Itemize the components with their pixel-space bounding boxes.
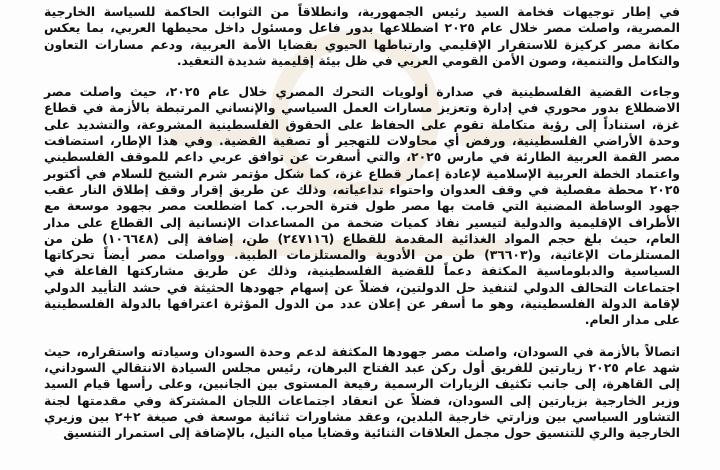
- document-body: [44, 4, 680, 456]
- paragraph-sudan-crisis: اتصالاً بالأزمة في السودان، واصلت مصر جهودها المكثفة لدعم وحدة السودان وسيادته واستقراره، حيث شهد عام ٢٠٢٥ زيارتين للفريق أول ركن عبد الفتاح البرهان، رئيس مجلس السيادة الانتقالي السوداني، إلى القاهرة، إلى جانب تكثيف الزيارات الرسمية رفيعة المستوى بين الجانبين، وعلى رأسها قيام السيد وزير الخارجية بزيارتين إلى السودان، فضلاً عن انعقاد اجتماعات اللجان المشتركة وفي مقدمتها لجنة التشاور السياسي بين وزارتي خارجية البلدين، وعقد مشاورات ثنائية موسعة في صيغة ٢+٢ بين وزيري الخارجية والري للتنسيق حول مجمل العلاقات الثنائية وقضايا مياه النيل، بالإضافة إلى استمرار التنسيق: [44, 343, 680, 441]
- paragraph-arab-role: في إطار توجيهات فخامة السيد رئيس الجمهورية، وانطلاقاً من الثوابت الحاكمة للسياسة الخارجية المصرية، واصلت مصر خلال عام ٢٠٢٥ اضطلاعها بدور فاعل ومسئول داخل محيطها العربي، بما يعكس مكانة مصر كركيزة للاستقرار الإقليمي وارتباطها الحيوي بقضايا الأمة العربية، ودعم مسارات التعاون والتكامل والتنمية، وصون الأمن القومي العربي في ظل بيئة إقليمية شديدة التعقيد.: [44, 4, 680, 68]
- paragraph-palestinian-cause: وجاءت القضية الفلسطينية في صدارة أولويات التحرك المصري خلال عام ٢٠٢٥، حيث واصلت مصر الاضطلاع بدور محوري في إدارة وتعزيز مسارات العمل السياسي والإنساني المرتبطة بالأزمة في قطاع غزة، استناداً إلى رؤية متكاملة تقوم على الحفاظ على الحقوق الفلسطينية المشروعة، والتشديد على وحدة الأراضي الفلسطينية، ورفض أي محاولات للتهجير أو تصفية القضية. وفي هذا الإطار، استضافت مصر القمة العربية الطارئة في مارس ٢٠٢٥، والتي أسفرت عن توافق عربي داعم للموقف الفلسطيني واعتماد الخطة العربية الإسلامية لإعادة إعمار قطاع غزة، كما شكل مؤتمر شرم الشيخ للسلام في أكتوبر ٢٠٢٥ محطة مفصلية في وقف العدوان واحتواء تداعياته، وذلك عن طريق إقرار وقف إطلاق النار عقب جهود الوساطة المضنية التي قامت بها مصر طول فترة الحرب. كما اضطلعت مصر بجهود موسعة مع الأطراف الإقليمية والدولية لتيسير نفاذ كميات ضخمة من المساعدات الإنسانية إلى القطاع على مدار العام، حيث بلغ حجم المواد الغذائية المقدمة للقطاع (٢٤٧١١٦) طن، إضافة إلى (١٠٦٦٤٨) طن من المستلزمات الإغاثية، و(٣٦٦٠٣) طن من الأدوية والمستلزمات الطبية. وواصلت مصر أيضاً تحركاتها السياسية والدبلوماسية المكثفة دعماً للقضية الفلسطينية، وذلك عن طريق مشاركتها الفاعلة في اجتماعات التحالف الدولي لتنفيذ حل الدولتين، فضلاً عن إسهام جهودها الحثيثة في حشد التأييد الدولي لإقامة الدولة الفلسطينية، وهو ما أسفر عن إعلان عدد من الدول المؤثرة اعترافها بالدولة الفلسطينية على مدار العام.: [44, 84, 681, 328]
